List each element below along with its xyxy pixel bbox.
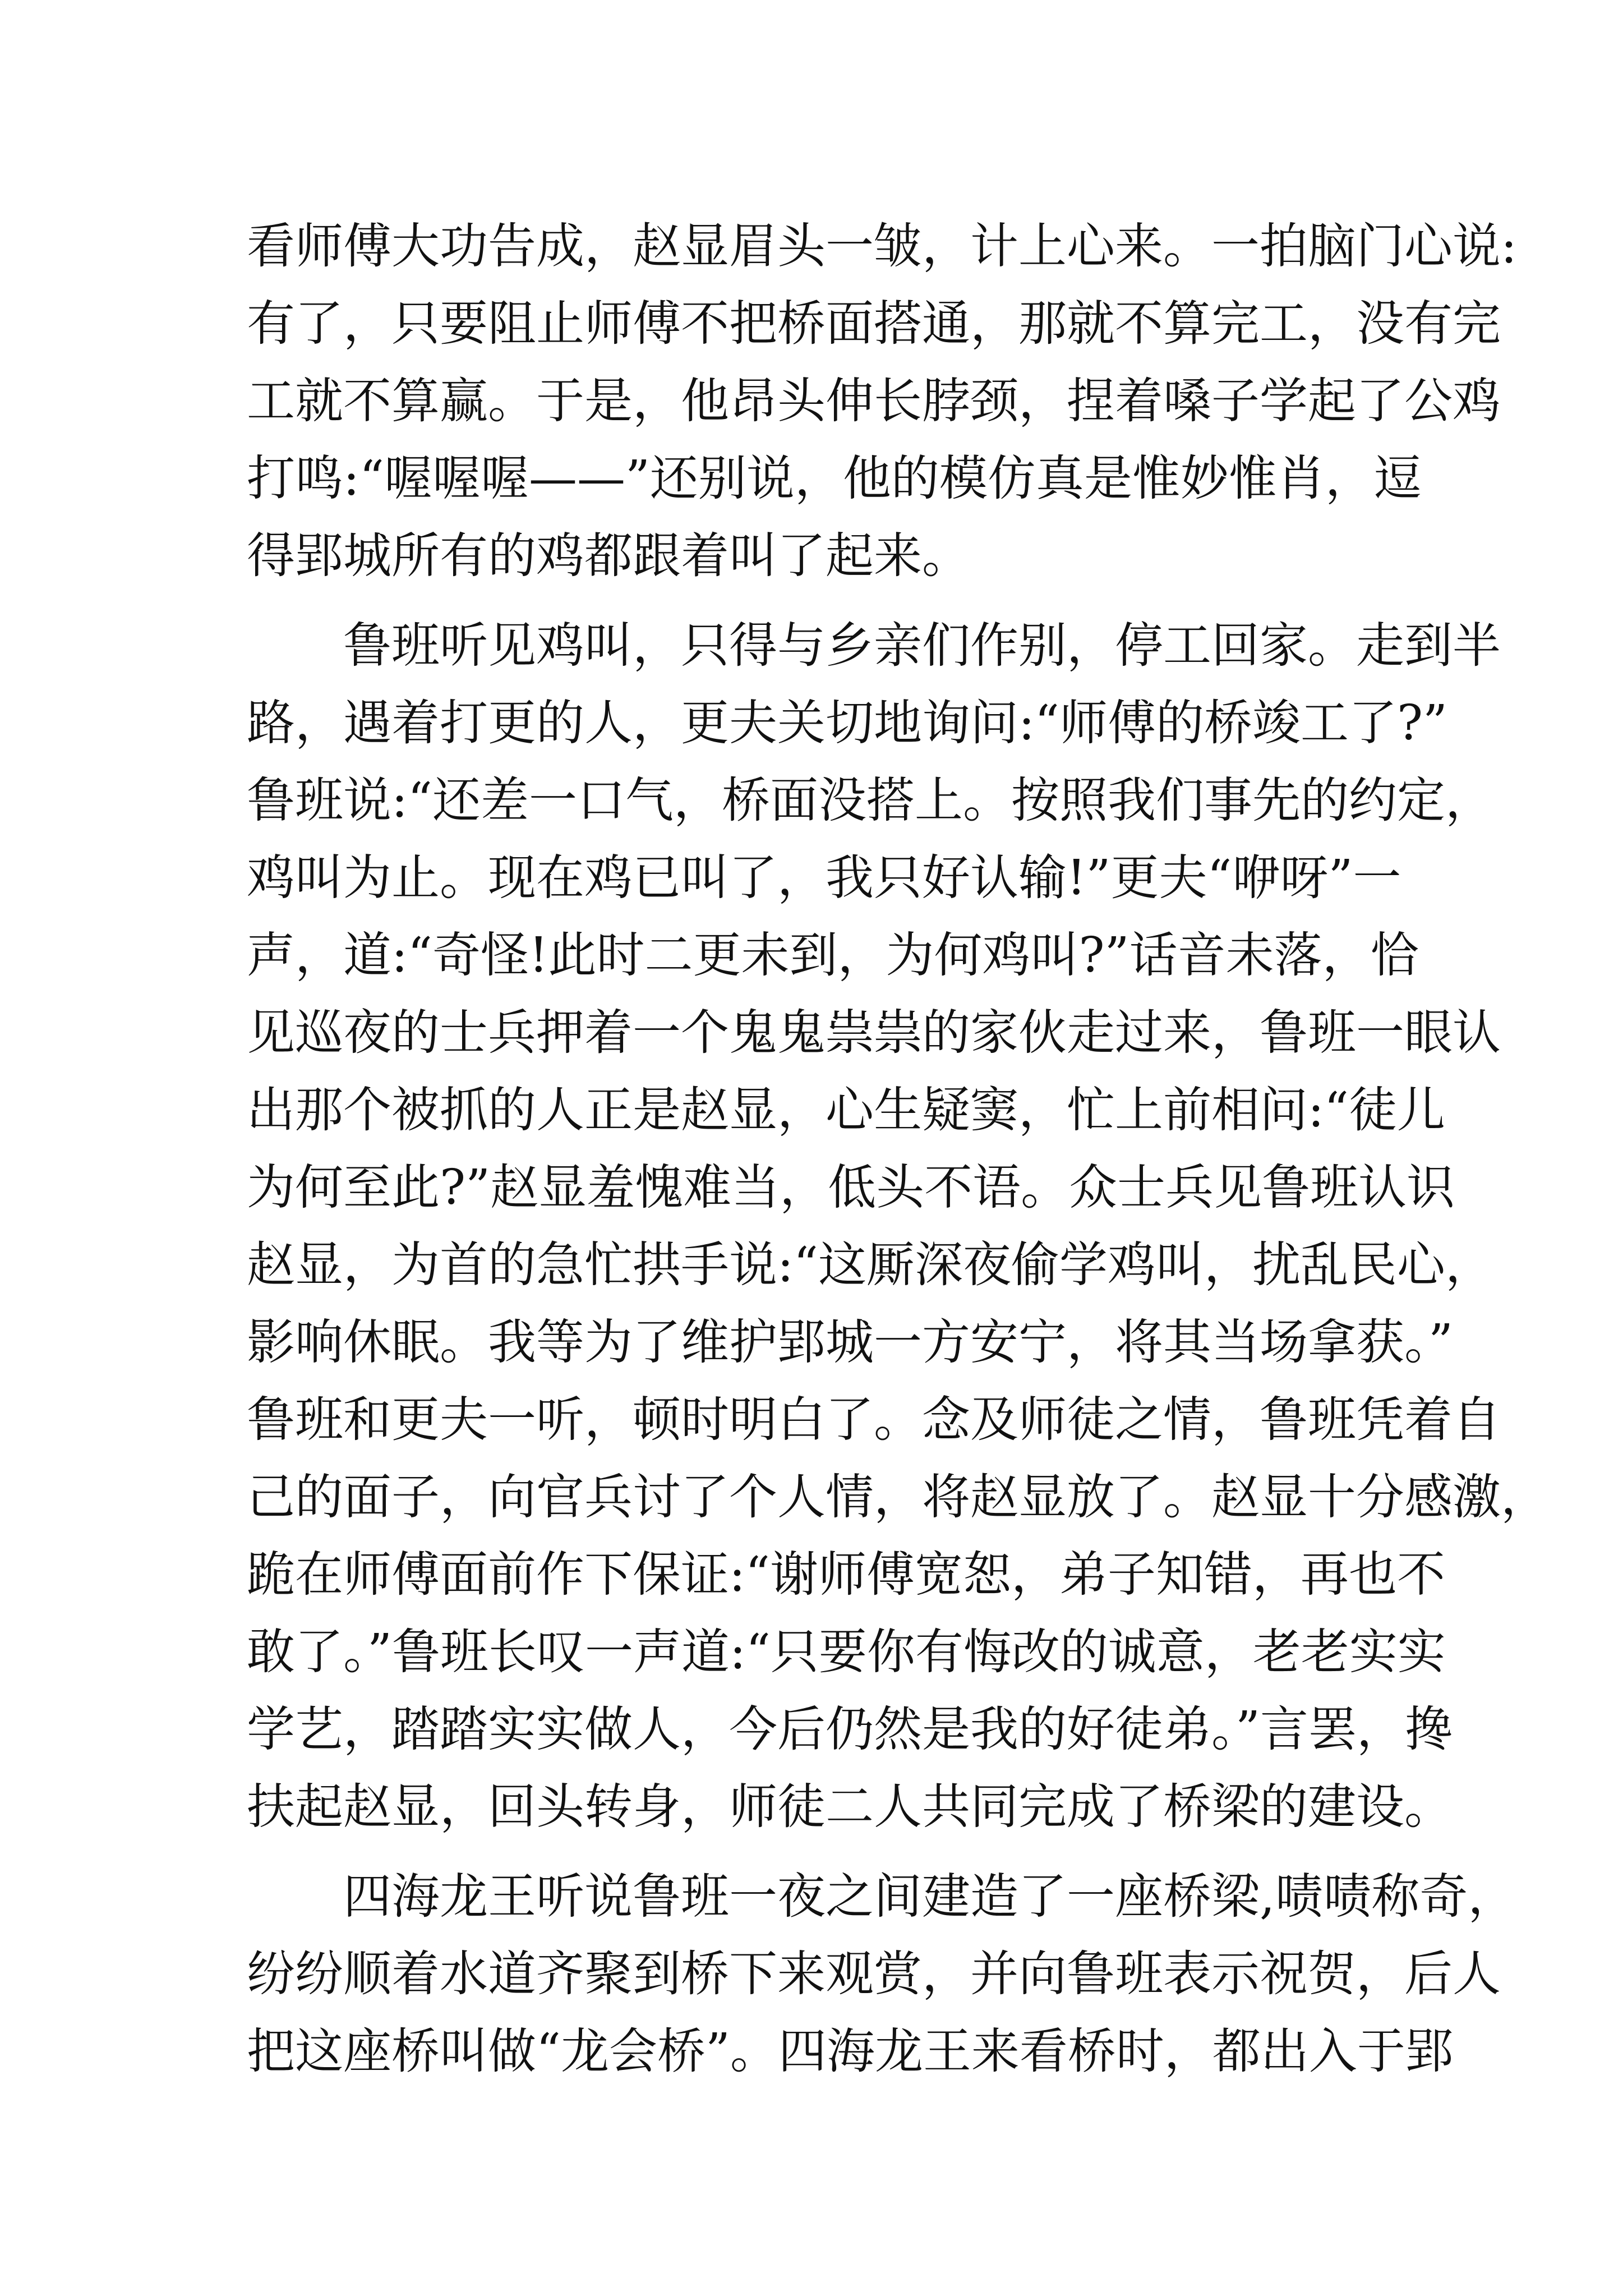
text-line: 影响休眠。我等为了维护郢城一方安宁，将其当场拿获。” [247,1314,1453,1370]
text-line: 得郢城所有的鸡都跟着叫了起来。 [247,528,970,584]
text-line: 扶起赵显，回头转身，师徒二人共同完成了桥梁的建设。 [247,1779,1453,1835]
text-line: 敢了。”鲁班长叹一声道:“只要你有悔改的诚意，老老实实 [247,1624,1446,1680]
text-line: 声，道:“奇怪!此时二更未到，为何鸡叫?”话音未落，恰 [247,927,1419,983]
text-line: 己的面子，向官兵讨了个人情，将赵显放了。赵显十分感激， [247,1469,1549,1525]
text-line: 鲁班听见鸡叫，只得与乡亲们作别，停工回家。走到半 [247,618,1501,674]
text-line: 打鸣:“喔喔喔——”还别说，他的模仿真是惟妙惟肖，逗 [247,450,1422,507]
text-line: 赵显，为首的急忙拱手说:“这厮深夜偷学鸡叫，扰乱民心， [247,1237,1493,1293]
text-line: 路，遇着打更的人，更夫关切地询问:“师傅的桥竣工了?” [247,695,1448,751]
text-line: 纷纷顺着水道齐聚到桥下来观赏，并向鲁班表示祝贺，后人 [247,1946,1501,2002]
paragraph-2 [247,607,1549,1846]
text-line: 把这座桥叫做“龙会桥”。四海龙王来看桥时，都出入于郢 [247,2023,1454,2079]
text-line: 鸡叫为止。现在鸡已叫了，我只好认输!”更夫“咿呀”一 [247,850,1401,906]
text-line: 见巡夜的士兵押着一个鬼鬼祟祟的家伙走过来，鲁班一眼认 [247,1005,1501,1061]
text-line: 为何至此?”赵显羞愧难当，低头不语。众士兵见鲁班认识 [247,1159,1455,1216]
text-line: 跪在师傅面前作下保证:“谢师傅宽恕，弟子知错，再也不 [247,1547,1445,1603]
text-line: 学艺，踏踏实实做人，今后仍然是我的好徒弟。”言罢，搀 [247,1701,1453,1757]
text-line: 出那个被抓的人正是赵显，心生疑窦，忙上前相问:“徒儿 [247,1082,1445,1138]
text-line: 四海龙王听说鲁班一夜之间建造了一座桥梁,啧啧称奇， [247,1869,1516,1925]
text-line: 看师傅大功告成，赵显眉头一皱，计上心来。一拍脑门心说: [247,218,1517,274]
text-line: 工就不算赢。于是，他昂头伸长脖颈，捏着嗓子学起了公鸡 [247,373,1501,429]
paragraph-3 [247,1858,1516,2090]
body-text [247,208,1549,2090]
text-line: 鲁班和更夫一听，顿时明白了。念及师徒之情，鲁班凭着自 [247,1392,1501,1448]
paragraph-1 [247,208,1517,595]
paragraph-spacer [247,1846,1391,1858]
paragraph-spacer [247,595,1391,607]
text-line: 鲁班说:“还差一口气，桥面没搭上。按照我们事先的约定， [247,772,1493,829]
text-line: 有了，只要阻止师傅不把桥面搭通，那就不算完工，没有完 [247,296,1501,352]
